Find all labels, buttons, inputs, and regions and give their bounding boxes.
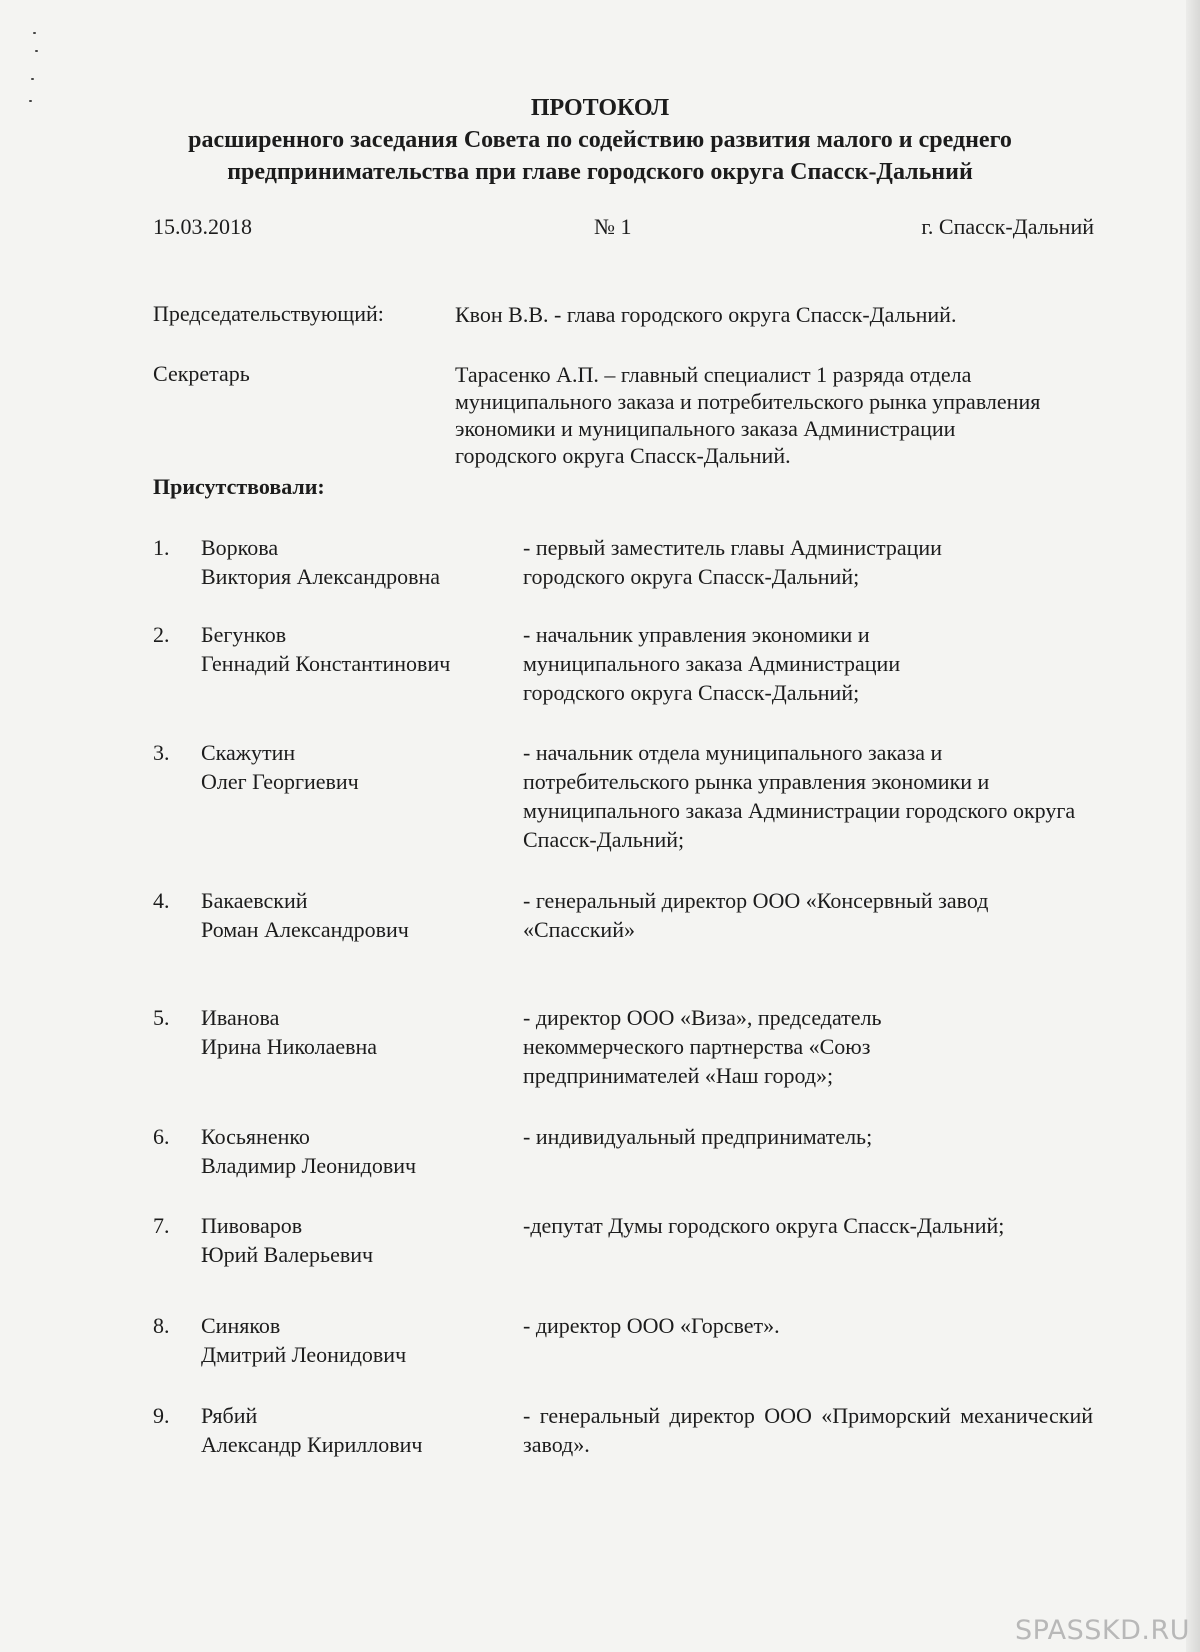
attendee-given-name: Дмитрий Леонидович xyxy=(201,1342,407,1367)
attendee-number: 7. xyxy=(153,1213,170,1238)
document-title: ПРОТОКОЛ xyxy=(530,95,670,121)
attendee-role: -депутат Думы городского округа Спасск-Дальний; xyxy=(523,1213,1005,1238)
attendee-number: 1. xyxy=(153,535,170,560)
attendee-name xyxy=(201,1401,511,1459)
meeting-city: г. Спасск-Дальний xyxy=(921,214,1094,239)
attendee-given-name: Юрий Валерьевич xyxy=(201,1242,374,1267)
attendee-role: - генеральный директор ООО «Консервный завод «Спасский» xyxy=(523,888,989,942)
document-subtitle-line1: расширенного заседания Совета по содействию развития малого и среднего xyxy=(188,127,1012,153)
attendee-name xyxy=(201,1122,511,1180)
attendee-given-name: Геннадий Константинович xyxy=(201,651,451,676)
attendee-number: 3. xyxy=(153,740,170,765)
secretary-value: Тарасенко А.П. – главный специалист 1 разряда отдела муниципального заказа и потребительского рынка управления экономики и муниципального заказа Администрации городского округа Спасск-Дальний. xyxy=(455,362,1041,468)
attendee-role: - начальник отдела муниципального заказа и потребительского рынка управления экономики и муниципального заказа Администрации городского округа Спасск-Дальний; xyxy=(523,740,1076,852)
attendee-given-name: Роман Александрович xyxy=(201,917,409,942)
attendee-number: 2. xyxy=(153,622,170,647)
attendee-name xyxy=(201,886,511,944)
attendee-number: 8. xyxy=(153,1313,170,1338)
chair-value: Квон В.В. - глава городского округа Спасск-Дальний. xyxy=(455,302,957,327)
attendee-name xyxy=(201,738,511,796)
attendee-given-name: Олег Георгиевич xyxy=(201,769,359,794)
attendee-name xyxy=(201,1211,511,1269)
attendee-given-name: Владимир Леонидович xyxy=(201,1153,417,1178)
attendee-surname: Бакаевский xyxy=(201,888,308,913)
secretary-label: Секретарь xyxy=(153,361,250,386)
attendee-role: - генеральный директор ООО «Приморский механический завод». xyxy=(523,1403,1093,1457)
attendee-surname: Иванова xyxy=(201,1005,280,1030)
scan-speck xyxy=(33,32,36,34)
attendee-surname: Воркова xyxy=(201,535,279,560)
attendee-role: - директор ООО «Горсвет». xyxy=(523,1313,780,1338)
attendee-surname: Рябий xyxy=(201,1403,258,1428)
site-watermark: SPASSKD.RU xyxy=(1014,1615,1190,1646)
attendee-role: - первый заместитель главы Администрации городского округа Спасск-Дальний; xyxy=(523,535,942,589)
scan-speck xyxy=(35,50,38,52)
attendee-surname: Бегунков xyxy=(201,622,287,647)
attendees-heading: Присутствовали: xyxy=(153,474,325,499)
attendee-role: - индивидуальный предприниматель; xyxy=(523,1124,873,1149)
attendee-surname: Синяков xyxy=(201,1313,281,1338)
attendee-name xyxy=(201,1003,511,1061)
protocol-number: № 1 xyxy=(594,214,632,239)
attendee-given-name: Александр Кириллович xyxy=(201,1432,423,1457)
document-subtitle-line2: предпринимательства при главе городского округа Спасск-Дальний xyxy=(227,159,973,185)
page-edge-shadow xyxy=(1186,0,1200,1652)
attendee-name xyxy=(201,1311,511,1369)
scan-speck xyxy=(31,78,34,80)
attendee-surname: Косьяненко xyxy=(201,1124,310,1149)
attendee-surname: Скажутин xyxy=(201,740,296,765)
attendee-given-name: Ирина Николаевна xyxy=(201,1034,378,1059)
attendee-surname: Пивоваров xyxy=(201,1213,303,1238)
attendee-role: - директор ООО «Виза», председатель некоммерческого партнерства «Союз предпринимателей «Наш город»; xyxy=(523,1005,882,1088)
chair-label: Председательствующий: xyxy=(153,301,384,326)
attendee-name xyxy=(201,533,511,591)
meeting-date: 15.03.2018 xyxy=(153,214,252,239)
attendee-name xyxy=(201,620,511,678)
attendee-given-name: Виктория Александровна xyxy=(201,564,441,589)
attendee-number: 9. xyxy=(153,1403,170,1428)
attendee-number: 5. xyxy=(153,1005,170,1030)
attendee-number: 6. xyxy=(153,1124,170,1149)
attendee-role: - начальник управления экономики и муниципального заказа Администрации городского округа Спасск-Дальний; xyxy=(523,622,901,705)
attendee-number: 4. xyxy=(153,888,170,913)
